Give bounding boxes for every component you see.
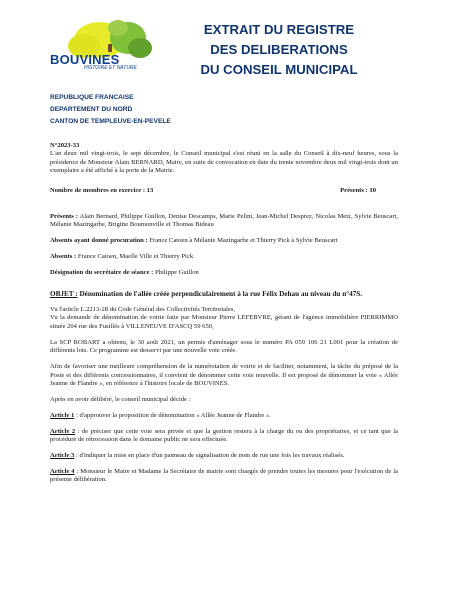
logo-name: BOUVINES	[50, 52, 120, 67]
proxies-paragraph	[50, 237, 398, 245]
proxies-label: Absents ayant donné procuration :	[50, 237, 148, 245]
present-count: Présents : 10	[340, 186, 376, 194]
article-text: : d'indiquer la mise en place d'un panneau de signalisation de nom de rue une fois les travaux réalisés.	[74, 451, 345, 459]
title-line-2: DES DELIBERATIONS	[210, 42, 348, 57]
deliberated-paragraph: Après en avoir délibéré, le conseil municipal décide :	[50, 395, 191, 403]
absents-label: Absents :	[50, 253, 77, 261]
deliberation-body	[50, 142, 398, 492]
secretary-paragraph	[50, 269, 398, 277]
article-text: : Monsieur le Maire et Madame la Secrétaire de mairie sont chargés de prendre toutes les mesures pour l'exécution de la présente délibération.	[50, 467, 398, 484]
absents-paragraph	[50, 253, 398, 261]
objet-paragraph	[50, 290, 398, 299]
presents-text: Alain Bernard, Philippe Guillon, Denise Descamps, Marie Pelini, Jean-Michel Desprez, Nicolas Metz, Sylvie Beuscart, Mélanie Mazingarbe, Brigitte Boumonville et Thomas Bideau	[50, 213, 398, 229]
legal-reference-1: Vu l'article L.2213-28 du Code Général des Collectivités Territoriales,	[50, 306, 236, 314]
absents-text: France Catoen, Maelle Ville et Thierry Pick	[76, 253, 194, 261]
permit-paragraph: La SCP ROBART a obtenu, le 30 août 2021, un permis d'aménager sous le numéro PA 059 106 21 L001 pour la création de différents lots. Ce programme est desservi par une nouvelle voie créée.	[50, 338, 398, 355]
proxies-text: France Catoen à Mélanie Mazingarbe et Thierry Pick à Sylvie Beuscart	[147, 237, 338, 245]
legal-reference-2: Vu la demande de dénomination de voirie faite par Monsieur Pierre LEFEBVRE, gérant de l'agence immobilière PIERRIMMO située 204 rue des Fusillés à VILLENEUVE D'ASCQ 59 650,	[50, 314, 398, 330]
canton-label: CANTON DE TEMPLEUVE-EN-PEVELE	[50, 118, 171, 125]
article-3	[50, 452, 398, 460]
article-2	[50, 428, 398, 445]
article-label: Article 3	[50, 451, 75, 459]
objet-text: Dénomination de l'allée créée perpendiculairement à la rue Félix Dehau au niveau du n°47S.	[77, 289, 363, 298]
objet-label: OBJET :	[50, 289, 78, 298]
deliberation-number: N°2023-33	[50, 142, 80, 149]
page-title	[168, 20, 390, 80]
title-line-3: DU CONSEIL MUNICIPAL	[200, 62, 358, 77]
department-label: DEPARTEMENT DU NORD	[50, 106, 133, 113]
intro-paragraph: L'an deux mil vingt-trois, le sept décembre, le Conseil municipal s'est réuni en la salle du Conseil à dix-neuf heures, sous la présidence de Monsieur Alain BERNARD, Maire, en suite de convocation en date du trente novembre deux mil vingt-trois dont un exemplaire a été affiché à la porte de la Mairie.	[50, 150, 398, 175]
article-label: Article 1	[50, 411, 75, 419]
secretary-label: Désignation du secrétaire de séance :	[50, 269, 154, 277]
purpose-paragraph: Afin de favoriser une meilleure compréhension de la numérotation de voirie et de faciliter, notamment, la tâche du préposé de la Poste et des différents concessionnaires, il convient de dénommer cette voie nouvelle. Il est proposé de dénommer la voie « Allée Jeanne de Flandre », en référence à l'histoire locale de BOUVINES.	[50, 363, 398, 387]
logo-tagline: HISTOIRE ET NATURE	[84, 65, 137, 71]
article-1	[50, 412, 398, 420]
members-row	[50, 187, 398, 195]
article-label: Article 4	[50, 467, 75, 475]
article-text: : d'approuver la proposition de dénomination « Allée Jeanne de Flandre ».	[74, 411, 271, 419]
members-count: Nombre de membres en exercice : 13	[50, 186, 154, 194]
secretary-text: Philippe Guillon	[153, 269, 199, 277]
title-line-1: EXTRAIT DU REGISTRE	[203, 22, 355, 37]
republic-label: REPUBLIQUE FRANCAISE	[50, 94, 134, 101]
administrative-header	[50, 92, 171, 128]
presents-paragraph	[50, 213, 398, 230]
presents-label: Présents :	[50, 213, 78, 221]
article-text: : de préciser que cette voie sera privée et que la gestion restera à la charge du ou des propriétaires, et ce tant que la procédure de rétrocession dans le domaine public ne sera effectuée.	[50, 427, 398, 444]
article-4	[50, 468, 398, 485]
article-label: Article 2	[50, 427, 76, 435]
